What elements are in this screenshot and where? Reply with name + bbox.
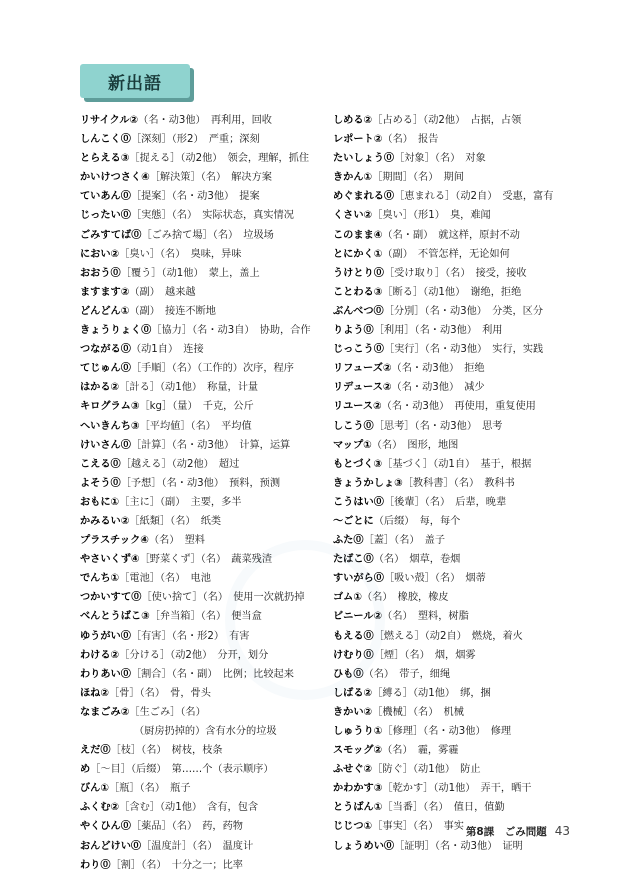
vocab-entry — [333, 378, 583, 397]
vocab-word: ビニール② — [333, 611, 383, 623]
vocab-word: こうはい⓪ — [333, 496, 384, 508]
vocab-entry — [80, 684, 330, 703]
vocab-entry — [80, 111, 330, 130]
vocab-word: マップ① — [333, 439, 372, 451]
vocab-definition: ［～目］（后缀） 第……个（表示顺序） — [90, 764, 274, 776]
vocab-definition: ［骨］（名） 骨，骨头 — [109, 687, 211, 699]
vocab-definition: ［生ごみ］（名） — [129, 706, 206, 718]
vocab-definition: ［分別］（名・动3他） 分类，区分 — [383, 305, 544, 317]
vocab-entry — [333, 321, 583, 340]
vocab-definition: ［対象］（名） 对象 — [394, 153, 486, 165]
vocab-definition: ［提案］（名・动3他） 提案 — [130, 191, 260, 203]
vocab-word: どんどん① — [80, 305, 130, 317]
vocab-entry — [333, 569, 583, 588]
vocab-entry — [333, 665, 583, 684]
vocab-entry — [80, 627, 330, 646]
vocab-word: つながる⓪ — [80, 344, 131, 356]
vocab-definition: ［割］（名） 十分之一；比率 — [110, 859, 243, 871]
vocab-entry — [80, 283, 330, 302]
vocab-definition: ［修理］（名・动3他） 修理 — [382, 726, 512, 737]
vocab-definition: ［防ぐ］（动1他） 防止 — [372, 764, 481, 776]
vocab-word: けいさん⓪ — [80, 439, 131, 451]
vocab-definition: ［野菜くず］（名） 蔬菜残渣 — [139, 554, 273, 566]
vocab-definition: ［手順］（名）（工作的）次序，程序 — [130, 363, 294, 375]
vocab-word: このまま④ — [333, 229, 383, 241]
vocab-word: とにかく① — [333, 248, 383, 260]
vocab-entry — [333, 455, 583, 474]
vocab-column-right — [333, 111, 583, 856]
vocab-entry — [80, 760, 330, 779]
vocab-entry — [333, 684, 583, 703]
vocab-word: ほね② — [80, 687, 110, 699]
vocab-definition: ［計算］（名・动3他） 计算，运算 — [130, 439, 291, 451]
vocab-definition: （副） 不管怎样，无论如何 — [382, 248, 510, 260]
vocab-entry — [80, 130, 330, 149]
vocab-definition: ［捉える］（动2他） 领会，理解，抓住 — [129, 153, 310, 165]
vocab-definition: ［深刻］（形2） 严重；深刻 — [130, 134, 260, 146]
vocab-word: ふくむ② — [80, 802, 120, 814]
vocab-definition: ［主に］（副） 主要，多半 — [119, 496, 242, 508]
vocab-word: びん① — [80, 783, 110, 795]
vocab-entry — [333, 627, 583, 646]
vocab-word: しばる② — [333, 687, 373, 699]
vocab-definition: ［利用］（名・动3他） 利用 — [373, 325, 503, 337]
vocab-entry — [333, 741, 583, 760]
vocab-word: とらえる③ — [80, 153, 130, 165]
vocab-definition: （名） 塑料，树脂 — [382, 611, 469, 623]
vocab-entry — [333, 187, 583, 206]
vocab-definition: ［受け取り］（名） 接受，接收 — [383, 267, 527, 279]
vocab-entry — [333, 283, 583, 302]
vocab-entry — [80, 779, 330, 798]
vocab-entry — [80, 665, 330, 684]
vocab-word: もとづく③ — [333, 458, 383, 470]
vocab-word: きかん① — [333, 172, 373, 184]
vocab-definition: （名） 霾，雾霾 — [382, 745, 459, 757]
vocab-entry — [333, 779, 583, 798]
vocab-entry — [333, 111, 583, 130]
vocab-entry — [333, 837, 583, 856]
vocab-word: しめる② — [333, 115, 373, 126]
vocab-definition: ［予想］（名・动3他） 预料，预测 — [120, 477, 281, 489]
vocab-definition: ［基づく］（动1自） 基于，根据 — [382, 458, 532, 470]
vocab-word: くさい② — [333, 210, 373, 222]
vocab-word: ごみすてば⓪ — [80, 229, 142, 241]
vocab-word: スモッグ② — [333, 745, 383, 757]
vocab-word: におい② — [80, 248, 120, 260]
vocab-entry — [333, 340, 583, 359]
vocab-definition: ［弁当箱］（名） 便当盒 — [149, 611, 262, 623]
vocab-word: かみるい② — [80, 515, 130, 527]
vocab-entry — [80, 187, 330, 206]
vocab-definition: ［期間］（名） 期间 — [372, 172, 464, 184]
vocab-word: かいけつさく④ — [80, 172, 150, 184]
vocab-definition: ［事実］（名） 事实 — [372, 821, 464, 833]
vocab-definition: ［協力］（名・动3自） 协助，合作 — [151, 325, 311, 337]
vocab-entry — [333, 206, 583, 225]
vocab-word: でんち① — [80, 573, 120, 585]
vocab-entry — [80, 149, 330, 168]
vocab-entry — [333, 512, 583, 531]
vocab-entry — [80, 569, 330, 588]
vocab-word: うけとり⓪ — [333, 267, 384, 279]
vocab-word: ますます② — [80, 286, 130, 298]
vocab-word: リデュース② — [333, 382, 392, 394]
vocab-word: こえる⓪ — [80, 458, 121, 470]
vocab-entry — [80, 741, 330, 760]
vocab-word: りよう⓪ — [333, 325, 374, 337]
vocab-entry — [80, 722, 330, 741]
vocab-word: リフューズ② — [333, 363, 392, 375]
vocab-entry — [333, 359, 583, 378]
vocab-entry — [333, 798, 583, 817]
vocab-entry — [80, 817, 330, 836]
vocab-word: けむり⓪ — [333, 649, 374, 661]
vocab-definition: ［乾かす］（动1他） 弄干，晒干 — [382, 783, 532, 795]
vocab-definition: ［恵まれる］（动2自） 受惠，富有 — [394, 191, 554, 203]
vocab-definition: （厨房扔掉的）含有水分的垃圾 — [134, 726, 277, 737]
vocab-word: てじゅん⓪ — [80, 363, 131, 375]
vocab-definition: （名・动3他） 再利用，回收 — [138, 115, 272, 126]
vocab-word: ていあん⓪ — [80, 191, 131, 203]
vocab-entry — [80, 378, 330, 397]
vocab-entry — [333, 245, 583, 264]
lesson-title: 第8課 ごみ問題 — [465, 826, 547, 838]
vocab-definition: （名・动3他） 拒绝 — [391, 363, 485, 375]
vocab-entry — [80, 321, 330, 340]
vocab-word: なまごみ② — [80, 706, 130, 718]
vocab-entry — [333, 149, 583, 168]
vocab-entry — [80, 474, 330, 493]
vocab-word: しこう⓪ — [333, 420, 374, 432]
vocab-definition: ［吸い殻］（名） 烟蒂 — [383, 573, 486, 585]
vocab-word: ひも⓪ — [333, 668, 364, 680]
vocab-word: おおう⓪ — [80, 267, 121, 279]
vocab-entry — [80, 264, 330, 283]
vocab-definition: ［有害］（名・形2） 有害 — [130, 630, 250, 642]
vocab-word: とうばん① — [333, 802, 383, 814]
vocab-definition: ［薬品］（名） 药，药物 — [130, 821, 243, 833]
vocab-definition: ［平均値］（名） 平均值 — [139, 420, 252, 432]
vocab-definition: ［後輩］（名） 后辈，晚辈 — [383, 496, 507, 508]
vocab-word: えだ⓪ — [80, 745, 111, 757]
vocab-entry — [80, 607, 330, 626]
vocab-definition: ［当番］（名） 值日，值勤 — [382, 802, 505, 814]
vocab-entry — [333, 703, 583, 722]
vocab-definition: ［枝］（名） 树枝，枝条 — [110, 745, 223, 757]
vocab-word: め — [80, 764, 91, 776]
vocab-definition: （名） 图形，地图 — [371, 439, 459, 451]
vocab-entry — [333, 130, 583, 149]
vocab-entry — [80, 493, 330, 512]
vocab-word: じっこう⓪ — [333, 344, 384, 356]
vocab-entry — [333, 722, 583, 741]
vocab-definition: ［思考］（名・动3他） 思考 — [373, 420, 503, 432]
vocab-word: キログラム③ — [80, 401, 140, 413]
vocab-entry — [80, 703, 330, 722]
vocab-word: へいきんち③ — [80, 420, 140, 432]
page-number: 43 — [554, 824, 570, 838]
vocab-column-left — [80, 111, 330, 875]
vocab-word: つかいすて⓪ — [80, 592, 142, 604]
vocab-definition: ［教科書］（名） 教科书 — [402, 477, 515, 489]
vocab-entry — [333, 607, 583, 626]
vocab-entry — [80, 359, 330, 378]
vocab-definition: ［温度計］（名） 温度计 — [141, 840, 254, 852]
vocab-entry — [333, 760, 583, 779]
vocab-definition: （后缀） 每，每个 — [373, 515, 461, 527]
vocab-entry — [80, 226, 330, 245]
vocab-word: わける② — [80, 649, 120, 661]
vocab-definition: （名・动3他） 减少 — [391, 382, 485, 394]
section-title: 新出語 — [108, 73, 162, 94]
vocab-definition: ［証明］（名・动3他） 证明 — [394, 840, 523, 852]
vocab-entry — [80, 245, 330, 264]
vocab-entry — [80, 397, 330, 416]
vocab-definition: ［kg］（量） 千克，公斤 — [139, 401, 254, 413]
page-footer — [466, 824, 570, 839]
vocab-definition: （名・副） 就这样，原封不动 — [382, 229, 520, 241]
vocab-definition: （名） 带子，细绳 — [363, 668, 451, 680]
vocab-entry — [333, 397, 583, 416]
vocab-entry — [333, 531, 583, 550]
vocab-word: リサイクル② — [80, 115, 139, 126]
vocab-definition: ［使い捨て］（名） 使用一次就扔掉 — [141, 592, 305, 604]
vocab-definition: （名） 橡胶，橡皮 — [362, 592, 449, 604]
vocab-entry — [80, 837, 330, 856]
vocab-word: たいしょう⓪ — [333, 153, 395, 165]
vocab-definition: ［瓶］（名） 瓶子 — [109, 783, 191, 795]
vocab-word: じじつ① — [333, 821, 373, 833]
vocab-definition: ［紙類］（名） 纸类 — [129, 515, 222, 527]
vocab-definition: ［煙］（名） 烟，烟雾 — [373, 649, 476, 661]
vocab-definition: ［実行］（名・动3他） 实行，实践 — [383, 344, 544, 356]
vocab-definition: ［燃える］（动2自） 燃烧，着火 — [373, 630, 523, 642]
vocab-entry — [80, 531, 330, 550]
vocab-word: やくひん⓪ — [80, 821, 131, 833]
vocab-word: しんこく⓪ — [80, 134, 131, 146]
vocab-word: べんとうばこ③ — [80, 611, 150, 623]
vocab-word: ことわる③ — [333, 286, 383, 298]
vocab-entry — [333, 264, 583, 283]
vocab-word: すいがら⓪ — [333, 573, 384, 585]
vocab-entry — [333, 474, 583, 493]
vocab-definition: （副） 越来越 — [129, 286, 196, 298]
vocab-entry — [333, 226, 583, 245]
vocab-word: めぐまれる⓪ — [333, 191, 395, 203]
vocab-word: たばこ⓪ — [333, 554, 374, 566]
vocab-entry — [333, 588, 583, 607]
vocab-word: きかい② — [333, 706, 373, 718]
section-title-badge — [80, 64, 190, 98]
vocab-entry — [80, 436, 330, 455]
vocab-definition: ［臭い］（形1） 臭，难闻 — [372, 210, 491, 222]
vocab-entry — [333, 493, 583, 512]
vocab-entry — [80, 302, 330, 321]
vocab-definition: ［分ける］（动2他） 分开，划分 — [119, 649, 269, 661]
vocab-definition: ［機械］（名） 机械 — [372, 706, 464, 718]
vocab-word: レポート② — [333, 134, 383, 146]
vocab-word: リユース② — [333, 401, 382, 413]
vocab-word: もえる⓪ — [333, 630, 374, 642]
vocab-definition: ［実態］（名） 实际状态，真实情况 — [130, 210, 294, 222]
vocab-entry — [80, 340, 330, 359]
vocab-word: おんどけい⓪ — [80, 840, 142, 852]
vocab-entry — [80, 550, 330, 569]
vocab-word: ふた⓪ — [333, 535, 364, 547]
vocab-definition: ［臭い］（名） 臭味，异味 — [119, 248, 242, 260]
vocab-definition: ［越える］（动2他） 超过 — [120, 458, 240, 470]
vocab-entry — [80, 646, 330, 665]
vocab-definition: ［含む］（动1他） 含有，包含 — [119, 802, 259, 814]
vocab-definition: ［解決策］（名） 解决方案 — [149, 172, 272, 184]
vocab-word: ふせぐ② — [333, 764, 373, 776]
vocab-word: わり⓪ — [80, 859, 111, 871]
vocab-entry — [80, 856, 330, 875]
vocab-definition: ［縛る］（动1他） 绑，捆 — [372, 687, 491, 699]
vocab-definition: （名） 烟草，卷烟 — [373, 554, 461, 566]
vocab-word: はかる② — [80, 382, 120, 394]
vocab-entry — [80, 798, 330, 817]
vocab-entry — [80, 588, 330, 607]
vocab-word: やさいくず④ — [80, 554, 140, 566]
vocab-entry — [333, 646, 583, 665]
vocab-definition: ［蓋］（名） 盖子 — [363, 535, 446, 547]
vocab-word: ～ごとに — [333, 515, 374, 527]
vocab-entry — [80, 417, 330, 436]
vocab-word: ゆうがい⓪ — [80, 630, 131, 642]
vocab-word: かわかす③ — [333, 783, 383, 795]
vocab-entry — [80, 168, 330, 187]
vocab-definition: ［割合］（名・副） 比例；比较起来 — [130, 668, 294, 680]
vocab-definition: （名・动3他） 再使用，重复使用 — [381, 401, 536, 413]
vocab-word: しゅうり① — [333, 726, 383, 737]
vocab-definition: ［断る］（动1他） 谢绝，拒绝 — [382, 286, 522, 298]
vocab-definition: （动1自） 连接 — [130, 344, 204, 356]
vocab-entry — [80, 206, 330, 225]
vocab-entry — [333, 550, 583, 569]
vocab-word: おもに① — [80, 496, 120, 508]
vocab-entry — [333, 302, 583, 321]
vocab-word: ぶんべつ⓪ — [333, 305, 384, 317]
vocab-definition: （名） 塑料 — [148, 535, 205, 547]
vocab-word: きょうりょく⓪ — [80, 325, 152, 337]
vocab-word: わりあい⓪ — [80, 668, 131, 680]
vocab-word: じったい⓪ — [80, 210, 131, 222]
vocab-definition: （副） 接连不断地 — [129, 305, 216, 317]
vocab-word: よそう⓪ — [80, 477, 121, 489]
vocab-entry — [333, 168, 583, 187]
vocab-definition: ［計る］（动1他） 称量，计量 — [119, 382, 259, 394]
vocab-word: しょうめい⓪ — [333, 840, 395, 852]
vocab-definition: ［覆う］（动1他） 蒙上，盖上 — [120, 267, 260, 279]
vocab-word: ゴム① — [333, 592, 363, 604]
vocab-entry — [80, 455, 330, 474]
vocab-entry — [80, 512, 330, 531]
vocab-word: きょうかしょ③ — [333, 477, 403, 489]
vocab-word: プラスチック④ — [80, 535, 149, 547]
vocab-definition: ［ごみ捨て場］（名） 垃圾场 — [141, 229, 274, 241]
vocab-definition: ［電池］（名） 电池 — [119, 573, 211, 585]
vocab-entry — [333, 417, 583, 436]
vocab-definition: （名） 报告 — [382, 134, 439, 146]
vocab-definition: ［占める］（动2他） 占据，占领 — [372, 115, 522, 126]
vocab-entry — [333, 436, 583, 455]
